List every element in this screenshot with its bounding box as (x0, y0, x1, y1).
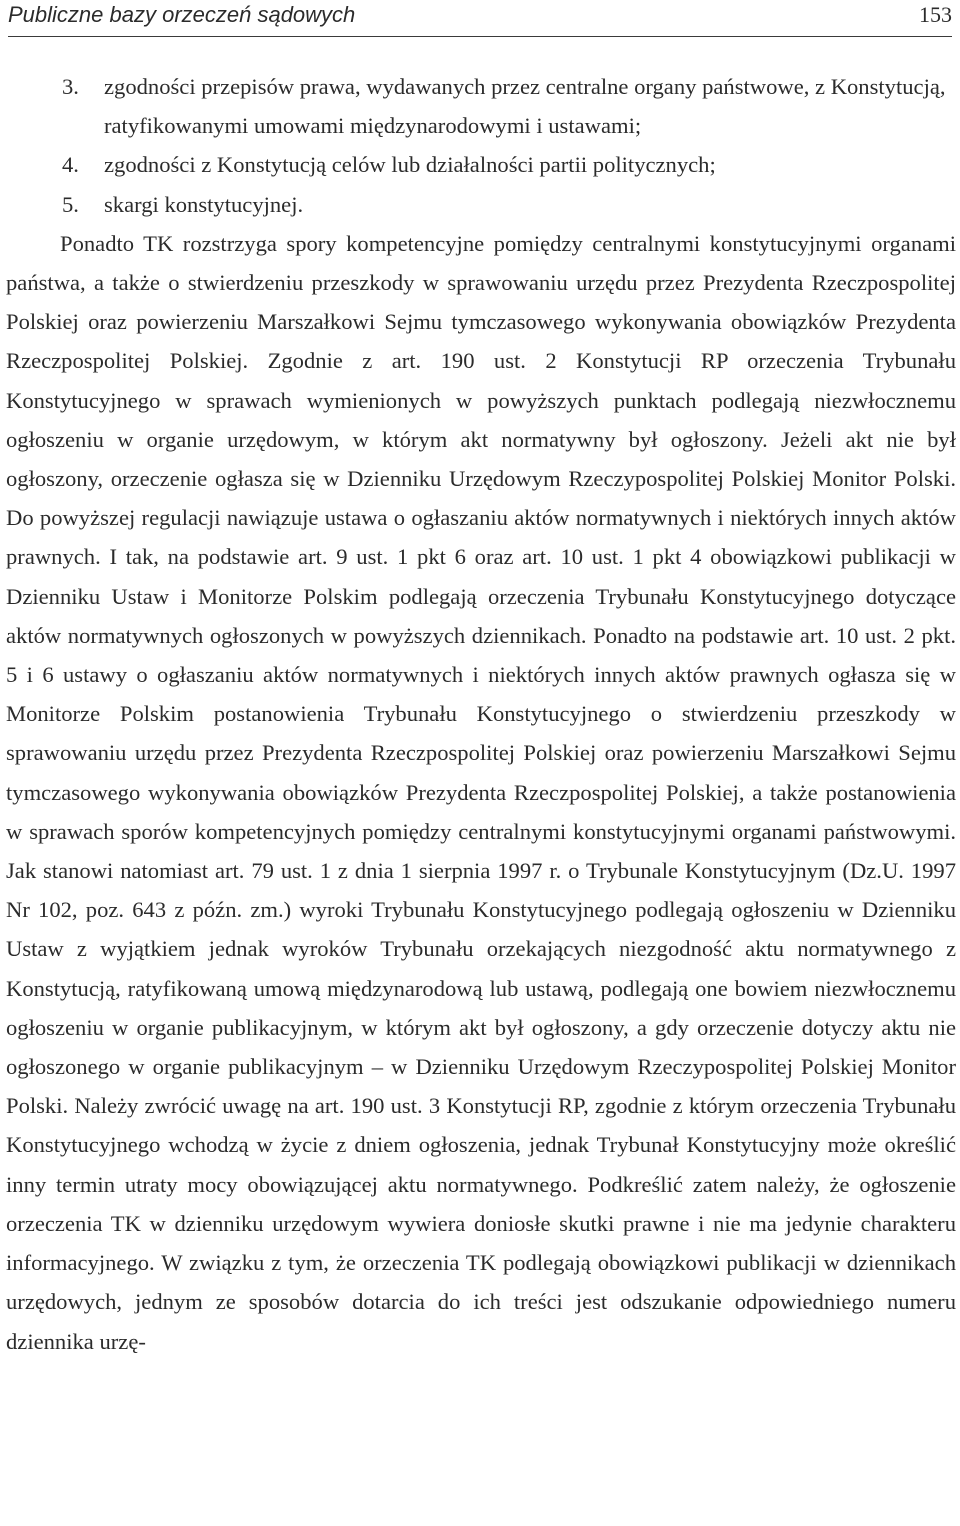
body-paragraph: Ponadto TK rozstrzyga spory kompetencyjne pomiędzy centralnymi konstytucyjnymi organami państwa, a także o stwierdzeniu przeszkody w sprawowaniu urzędu przez Prezydenta Rzeczpospolitej Polskiej oraz powierzeniu Marszałkowi Sejmu tymczasowego wykonywania obowiązków Prezydenta Rzeczpospolitej Polskiej. Zgodnie z art. 190 ust. 2 Konstytucji RP orzeczenia Trybunału Konstytucyjnego w sprawach wymienionych w powyższych punktach podlegają niezwłocznemu ogłoszeniu w organie urzędowym, w którym akt normatywny był ogłoszony. Jeżeli akt nie był ogłoszony, orzeczenie ogłasza się w Dzienniku Urzędowym Rzeczypospolitej Polskiej Monitor Polski. Do powyższej regulacji nawiązuje ustawa o ogłaszaniu aktów normatywnych i niektórych innych aktów prawnych. I tak, na podstawie art. 9 ust. 1 pkt 6 oraz art. 10 ust. 1 pkt 4 obowiązkowi publikacji w Dzienniku Ustaw i Monitorze Polskim podlegają orzeczenia Trybunału Konstytucyjnego dotyczące aktów normatywnych ogłoszonych w powyższych dziennikach. Ponadto na podstawie art. 10 ust. 2 pkt. 5 i 6 ustawy o ogłaszaniu aktów normatywnych i niektórych innych aktów prawnych ogłasza się w Monitorze Polskim postanowienia Trybunału Konstytucyjnego o stwierdzeniu przeszkody w sprawowaniu urzędu przez Prezydenta Rzeczpospolitej Polskiej oraz powierzeniu Marszałkowi Sejmu tymczasowego wykonywania obowiązków Prezydenta Rzeczpospolitej Polskiej, a także postanowienia w sprawach sporów kompetencyjnych pomiędzy centralnymi konstytucyjnymi organami państwowymi. Jak stanowi natomiast art. 79 ust. 1 z dnia 1 sierpnia 1997 r. o Trybunale Konstytucyjnym (Dz.U. 1997 Nr 102, poz. 643 z późn. zm.) wyroki Trybunału Konstytucyjnego podlegają ogłoszeniu w Dzienniku Ustaw z wyjątkiem jednak wyroków Trybunału orzekających niezgodność aktu normatywnego z Konstytucją, ratyfikowaną umową międzynarodową lub ustawą, podlegają one bowiem niezwłocznemu ogłoszeniu w organie publikacyjnym, w którym akt był ogłoszony, a gdy orzeczenie dotyczy aktu nie ogłoszonego w organie publikacyjnym – w Dzienniku Urzędowym Rzeczypospolitej Polskiej Monitor Polski. Należy zwrócić uwagę na art. 190 ust. 3 Konstytucji RP, zgodnie z którym orzeczenia Trybunału Konstytucyjnego wchodzą w życie z dniem ogłoszenia, jednak Trybunał Konstytucyjny może określić inny termin utraty mocy obowiązującej aktu normatywnego. Podkreślić zatem należy, że ogłoszenie orzeczenia TK w dzienniku urzędowym wywiera doniosłe skutki prawne i nie ma jedynie charakteru informacyjnego. W związku z tym, że orzeczenia TK podlegają obowiązkowi publikacji w dziennikach urzędowych, jednym ze sposobów dotarcia do ich treści jest odszukanie odpowiedniego numeru dziennika urzę- (6, 230, 956, 1354)
header-title: Publiczne bazy orzeczeń sądowych (8, 2, 356, 27)
list-item (6, 185, 956, 224)
list-item (6, 145, 956, 184)
running-header (8, 0, 952, 37)
numbered-list (6, 67, 956, 224)
list-item (6, 67, 956, 145)
list-item-text: zgodności z Konstytucją celów lub działalności partii politycznych; (104, 152, 716, 178)
list-item-text: skargi konstytucyjnej. (104, 191, 304, 217)
page-number: 153 (919, 2, 952, 27)
list-item-number: 4. (62, 152, 79, 178)
list-item-text: zgodności przepisów prawa, wydawanych przez centralne organy państwowe, z Konstytucją, ratyfikowanymi umowami międzynarodowymi i ustawami; (104, 74, 946, 139)
list-item-number: 5. (62, 191, 79, 217)
list-item-number: 3. (62, 74, 79, 99)
page-body (6, 67, 956, 1361)
